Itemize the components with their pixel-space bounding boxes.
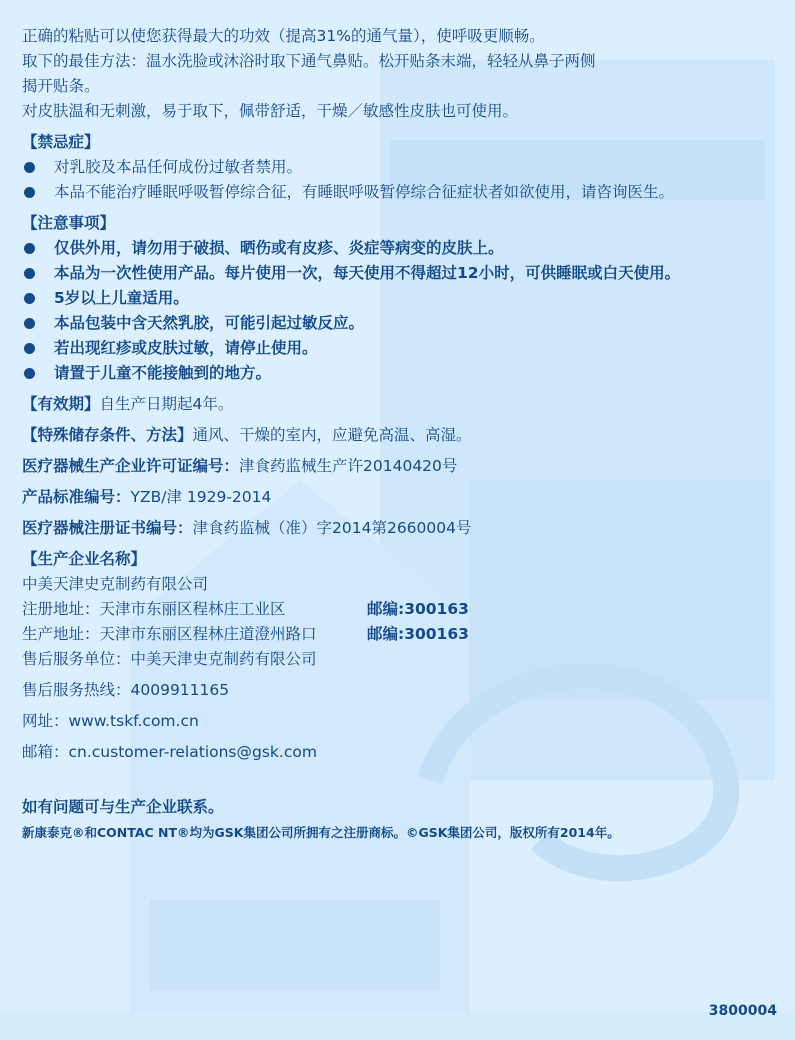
bullet-icon (24, 293, 35, 304)
product-code: 3800004 (708, 1003, 777, 1019)
registration-number: 医疗器械注册证书编号：津食药监械（准）字2014第2660004号 (22, 519, 472, 537)
precaution-item: 5岁以上儿童适用。 (22, 286, 772, 311)
license-number: 医疗器械生产企业许可证编号：津食药监械生产许20140420号 (22, 457, 458, 475)
website: 网址：www.tskf.com.cn (22, 712, 199, 730)
contraindication-item: 对乳胶及本品任何成份过敏者禁用。 (22, 155, 772, 180)
precautions-heading: 【注意事项】 (22, 214, 116, 232)
bullet-icon (24, 162, 35, 173)
bullet-icon (24, 243, 35, 254)
precaution-item: 仅供外用，请勿用于破损、晒伤或有皮疹、炎症等病变的皮肤上。 (22, 236, 772, 261)
manufacturer-name: 中美天津史克制药有限公司 (22, 575, 209, 593)
precaution-item: 本品为一次性使用产品。每片使用一次，每天使用不得超过12小时，可供睡眠或白天使用。 (22, 261, 772, 286)
precaution-item: 本品包装中含天然乳胶，可能引起过敏反应。 (22, 311, 772, 336)
precaution-item: 请置于儿童不能接触到的地方。 (22, 361, 772, 386)
bullet-icon (24, 368, 35, 379)
intro-line: 对皮肤温和无刺激，易于取下，佩带舒适，干燥／敏感性皮肤也可使用。 (22, 102, 519, 120)
bullet-icon (24, 318, 35, 329)
standard-number: 产品标准编号：YZB/津 1929-2014 (22, 488, 272, 506)
production-address: 生产地址：天津市东丽区程林庄道澄州路口 邮编:300163 (22, 625, 469, 643)
storage: 【特殊储存条件、方法】通风、干燥的室内，应避免高温、高湿。 (22, 426, 472, 444)
intro-line: 取下的最佳方法：温水洗脸或沐浴时取下通气鼻贴。松开贴条末端，轻轻从鼻子两侧 (22, 52, 596, 70)
contraindication-item: 本品不能治疗睡眠呼吸暂停综合征，有睡眠呼吸暂停综合征症状者如欲使用，请咨询医生。 (22, 180, 772, 205)
validity: 【有效期】自生产日期起4年。 (22, 395, 234, 413)
manufacturer-heading: 【生产企业名称】 (22, 550, 147, 568)
bullet-icon (24, 187, 35, 198)
trademark-notice: 新康泰克®和CONTAC NT®均为GSK集团公司所拥有之注册商标。©GSK集团公司，版权所有2014年。 (22, 825, 620, 840)
contact-note: 如有问题可与生产企业联系。 (22, 798, 224, 816)
registered-address: 注册地址：天津市东丽区程林庄工业区 邮编:300163 (22, 600, 469, 618)
bullet-icon (24, 268, 35, 279)
bullet-icon (24, 343, 35, 354)
precaution-item: 若出现红疹或皮肤过敏，请停止使用。 (22, 336, 772, 361)
service-unit: 售后服务单位：中美天津史克制药有限公司 (22, 650, 317, 668)
intro-line: 正确的粘贴可以使您获得最大的功效（提高31%的通气量），使呼吸更顺畅。 (22, 27, 545, 45)
intro-line: 揭开贴条。 (22, 77, 100, 95)
contraindications-heading: 【禁忌症】 (22, 133, 100, 151)
email: 邮箱：cn.customer-relations@gsk.com (22, 743, 317, 761)
service-hotline: 售后服务热线：4009911165 (22, 681, 230, 699)
instruction-text (22, 24, 772, 845)
